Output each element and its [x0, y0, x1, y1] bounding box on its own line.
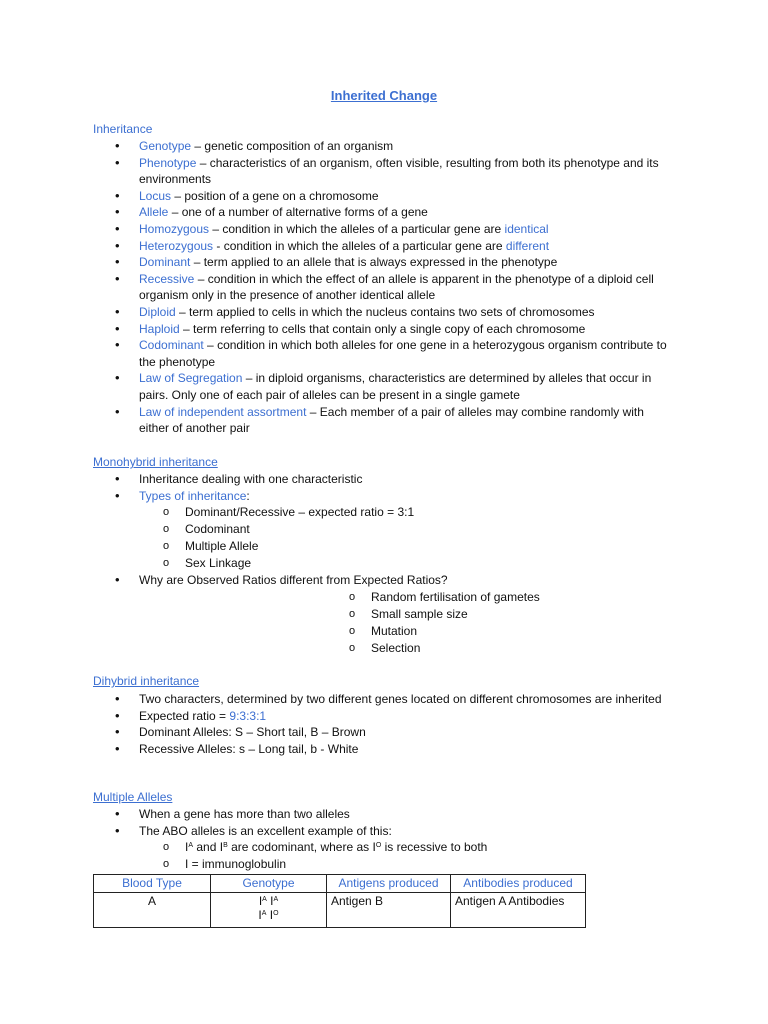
sublist-item: o Mutation	[139, 623, 673, 640]
definition: Each member of a pair of alleles may combine randomly with either of another pair	[139, 404, 644, 436]
column-header: Genotype	[211, 875, 327, 893]
definition: condition in which both alleles for one gene in a heterozygous organism contribute to the phenotype	[139, 338, 667, 369]
column-header: Antibodies produced	[451, 875, 586, 893]
definition: position of a gene on a chromosome	[184, 188, 379, 203]
term: Locus	[139, 188, 172, 203]
reasons-sublist	[139, 589, 673, 657]
list-item: • Phenotype – characteristics of an organism, often visible, resulting from both its phenotype and its environments	[93, 155, 673, 188]
sublist-item: o Sex Linkage	[139, 555, 673, 572]
types-sublist	[139, 504, 673, 572]
definition: one of a number of alternative forms of a gene	[181, 205, 428, 220]
definition: term applied to an allele that is always expressed in the phenotype	[203, 255, 558, 270]
definition: condition in which the alleles of a particular gene are	[223, 238, 506, 253]
term: Diploid	[139, 304, 176, 319]
sublist-item: o $I^A$ and $I^B$ are codominant, where as $I^O$ is recessive to both	[139, 839, 673, 856]
list-item: • Recessive – condition in which the effect of an allele is apparent in the phenotype of a diploid cell organism only in the presence of another identical allele	[93, 271, 673, 304]
sublist-item: o Dominant/Recessive – expected ratio = 3:1	[139, 504, 673, 521]
list-item: • Expected ratio = 9:3:3:1	[93, 708, 673, 725]
section-heading-multiple-alleles: Multiple Alleles	[93, 790, 173, 804]
list-item: • Homozygous – condition in which the alleles of a particular gene are identical	[93, 221, 673, 238]
list-item: • Codominant – condition in which both alleles for one gene in a heterozygous organism contribute to the phenotype	[93, 337, 673, 370]
blood-type-table	[93, 874, 586, 928]
list-item: • Types of inheritance: o Dominant/Recessive – expected ratio = 3:1 o Codominant o Multiple Allele o Sex Linkage	[93, 488, 673, 573]
definition: genetic composition of an organism	[204, 139, 394, 153]
abo-sublist	[139, 839, 673, 873]
sublist-item: o Multiple Allele	[139, 538, 673, 555]
list-item: • Why are Observed Ratios different from Expected Ratios? o Random fertilisation of gametes o Small sample size o Mutation o Selection	[93, 572, 673, 657]
blood-type-cell: A	[94, 893, 211, 928]
column-header: Antigens produced	[327, 875, 451, 893]
list-item: • Two characters, determined by two different genes located on different chromosomes are inherited	[93, 691, 673, 708]
list-item: • Genotype – genetic composition of an organism	[93, 138, 673, 155]
list-item: • Allele – one of a number of alternative forms of a gene	[93, 204, 673, 221]
definition: condition in which the alleles of a particular gene are	[222, 221, 505, 236]
term: Genotype	[139, 139, 192, 153]
definition: term referring to cells that contain only a single copy of each chromosome	[193, 321, 586, 336]
definition: condition in which the effect of an allele is apparent in the phenotype of a diploid cell organism only in the presence of another identical allele	[139, 271, 654, 303]
list-item: • Law of independent assortment – Each member of a pair of alleles may combine randomly with either of another pair	[93, 404, 673, 437]
genotype-cell	[211, 893, 327, 928]
list-item: • Diploid – term applied to cells in which the nucleus contains two sets of chromosomes	[93, 304, 673, 321]
list-item: • Locus – position of a gene on a chromosome	[93, 188, 673, 205]
term: Recessive	[139, 271, 195, 286]
list-item: • Recessive Alleles: s – Long tail, b - White	[93, 741, 673, 758]
section-heading-monohybrid: Monohybrid inheritance	[93, 455, 218, 469]
list-item: • Dominant – term applied to an allele that is always expressed in the phenotype	[93, 254, 673, 271]
term: Law of independent assortment	[139, 404, 307, 419]
antibody-cell: Antigen A Antibodies	[451, 893, 586, 928]
definition: in diploid organisms, characteristics are determined by alleles that occur in pairs. Only one of each pair of alleles can be present in a single gamete	[139, 371, 652, 402]
definition: characteristics of an organism, often visible, resulting from both its phenotype and its environments	[139, 155, 659, 187]
term: Heterozygous	[139, 238, 214, 253]
section-heading-dihybrid: Dihybrid inheritance	[93, 674, 200, 688]
table-row	[94, 893, 586, 928]
sublist-item: o Small sample size	[139, 606, 673, 623]
sublist-item: o I = immunoglobulin	[139, 856, 673, 873]
inheritance-list	[93, 138, 673, 437]
definition-highlight: different	[505, 238, 550, 253]
term: Haploid	[139, 321, 180, 336]
definition: term applied to cells in which the nucleus contains two sets of chromosomes	[189, 304, 595, 319]
term: Homozygous	[139, 221, 210, 236]
sublist-item: o Codominant	[139, 521, 673, 538]
monohybrid-list	[93, 471, 673, 657]
types-label: Types of inheritance	[139, 488, 247, 503]
term: Dominant	[139, 255, 191, 270]
section-heading-inheritance: Inheritance	[93, 122, 153, 136]
definition-highlight: identical	[504, 221, 549, 236]
list-item: • Law of Segregation – in diploid organisms, characteristics are determined by alleles that occur in pairs. Only one of each pair of alleles can be present in a single gamete	[93, 370, 673, 403]
list-item: • Heterozygous - condition in which the alleles of a particular gene are different	[93, 238, 673, 255]
table-header-row	[94, 875, 586, 893]
sublist-item: o Random fertilisation of gametes	[139, 589, 673, 606]
term: Phenotype	[139, 155, 197, 170]
list-item: • Dominant Alleles: S – Short tail, B – Brown	[93, 724, 673, 741]
ratio-value: 9:3:3:1	[229, 708, 267, 723]
list-item: • When a gene has more than two alleles	[93, 806, 673, 823]
sublist-item: o Selection	[139, 640, 673, 657]
multiple-alleles-list	[93, 806, 673, 873]
dihybrid-list	[93, 691, 673, 757]
list-item: • Haploid – term referring to cells that contain only a single copy of each chromosome	[93, 321, 673, 338]
list-item: • The ABO alleles is an excellent example of this: o $I^A$ and $I^B$ are codominant, where as $I^O$ is recessive to both o I = immunoglobulin	[93, 823, 673, 874]
term: Law of Segregation	[139, 371, 243, 386]
list-item: • Inheritance dealing with one characteristic	[93, 471, 673, 488]
term: Codominant	[139, 338, 204, 353]
page-title: Inherited Change	[330, 88, 438, 103]
column-header: Blood Type	[94, 875, 211, 893]
genotype-line: $I^A$ $I^A$	[258, 894, 279, 908]
antigen-cell: Antigen B	[327, 893, 451, 928]
genotype-line: $I^A$ $I^O$	[258, 908, 279, 922]
term: Allele	[139, 205, 169, 220]
